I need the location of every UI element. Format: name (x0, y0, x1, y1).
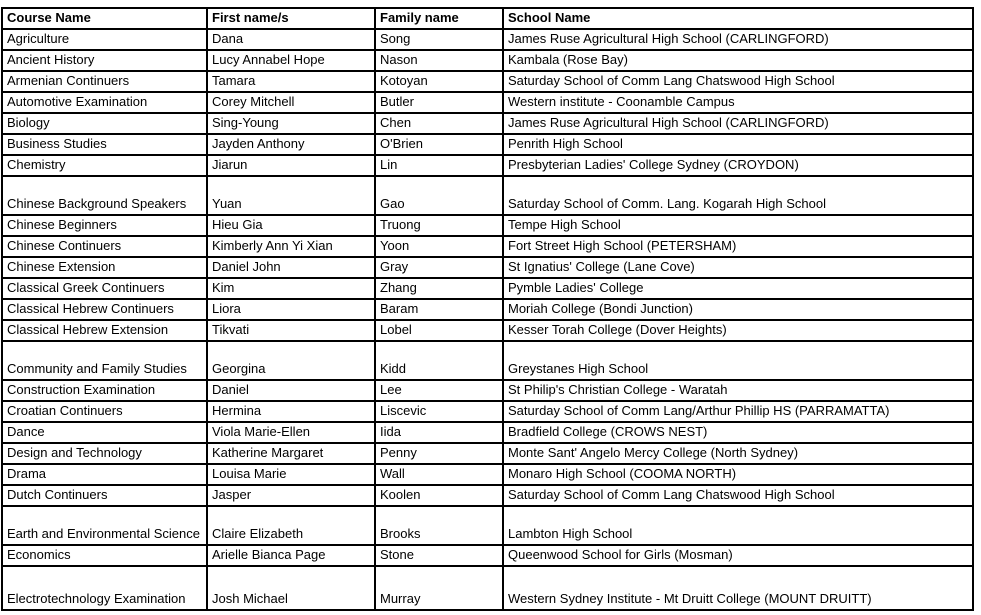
family-name-cell: Baram (375, 299, 503, 320)
family-name-cell: Zhang (375, 278, 503, 299)
course-name-cell: Drama (2, 464, 207, 485)
header-row (2, 8, 973, 29)
table-row (2, 155, 973, 176)
course-name-cell: Chinese Background Speakers (2, 176, 207, 215)
course-name-cell: Economics (2, 545, 207, 566)
school-name-cell: Monte Sant' Angelo Mercy College (North Sydney) (503, 443, 973, 464)
course-name-cell: Chemistry (2, 155, 207, 176)
table-row (2, 299, 973, 320)
first-name-cell: Yuan (207, 176, 375, 215)
course-name-cell: Chinese Continuers (2, 236, 207, 257)
school-name-cell: Queenwood School for Girls (Mosman) (503, 545, 973, 566)
course-name-cell: Electrotechnology Examination (2, 566, 207, 610)
course-name-cell: Classical Hebrew Continuers (2, 299, 207, 320)
first-name-cell: Louisa Marie (207, 464, 375, 485)
course-name-cell: Classical Hebrew Extension (2, 320, 207, 341)
school-name-cell: Fort Street High School (PETERSHAM) (503, 236, 973, 257)
first-name-cell: Tikvati (207, 320, 375, 341)
school-name-cell: Saturday School of Comm. Lang. Kogarah High School (503, 176, 973, 215)
table-body (2, 29, 973, 610)
school-name-cell: James Ruse Agricultural High School (CARLINGFORD) (503, 29, 973, 50)
school-name-cell: Kambala (Rose Bay) (503, 50, 973, 71)
course-name-cell: Community and Family Studies (2, 341, 207, 380)
school-name-cell: Tempe High School (503, 215, 973, 236)
first-name-cell: Lucy Annabel Hope (207, 50, 375, 71)
course-name-cell: Biology (2, 113, 207, 134)
course-name-cell: Design and Technology (2, 443, 207, 464)
school-name-cell: Bradfield College (CROWS NEST) (503, 422, 973, 443)
first-name-cell: Jiarun (207, 155, 375, 176)
first-name-cell: Corey Mitchell (207, 92, 375, 113)
family-name-cell: Koolen (375, 485, 503, 506)
course-name-cell: Dance (2, 422, 207, 443)
school-name-cell: St Ignatius' College (Lane Cove) (503, 257, 973, 278)
table-row (2, 29, 973, 50)
first-name-cell: Georgina (207, 341, 375, 380)
table-row (2, 545, 973, 566)
family-name-cell: Brooks (375, 506, 503, 545)
table-row (2, 380, 973, 401)
family-name-cell: Murray (375, 566, 503, 610)
first-name-cell: Jasper (207, 485, 375, 506)
first-name-cell: Daniel John (207, 257, 375, 278)
family-name-cell: Chen (375, 113, 503, 134)
family-name-cell: Gray (375, 257, 503, 278)
table-row (2, 278, 973, 299)
table-row (2, 92, 973, 113)
school-name-cell: Western institute - Coonamble Campus (503, 92, 973, 113)
family-name-cell: Penny (375, 443, 503, 464)
table-row (2, 257, 973, 278)
family-name-cell: Liscevic (375, 401, 503, 422)
family-name-cell: Stone (375, 545, 503, 566)
family-name-cell: Wall (375, 464, 503, 485)
course-name-cell: Ancient History (2, 50, 207, 71)
first-name-cell: Katherine Margaret (207, 443, 375, 464)
family-name-cell: Lobel (375, 320, 503, 341)
school-name-cell: Saturday School of Comm Lang/Arthur Phillip HS (PARRAMATTA) (503, 401, 973, 422)
first-name-cell: Jayden Anthony (207, 134, 375, 155)
family-name-cell: Iida (375, 422, 503, 443)
course-name-cell: Automotive Examination (2, 92, 207, 113)
first-name-cell: Tamara (207, 71, 375, 92)
table-row (2, 320, 973, 341)
first-name-cell: Hermina (207, 401, 375, 422)
course-name-cell: Chinese Extension (2, 257, 207, 278)
table-row (2, 464, 973, 485)
family-name-cell: Song (375, 29, 503, 50)
first-name-cell: Hieu Gia (207, 215, 375, 236)
family-name-cell: Kidd (375, 341, 503, 380)
school-name-cell: Penrith High School (503, 134, 973, 155)
table-row (2, 506, 973, 545)
first-name-cell: Sing-Young (207, 113, 375, 134)
family-name-cell: Yoon (375, 236, 503, 257)
first-name-cell: Kimberly Ann Yi Xian (207, 236, 375, 257)
family-name-cell: Lee (375, 380, 503, 401)
first-name-cell: Viola Marie-Ellen (207, 422, 375, 443)
family-name-cell: Kotoyan (375, 71, 503, 92)
table-row (2, 134, 973, 155)
school-name-cell: Saturday School of Comm Lang Chatswood High School (503, 71, 973, 92)
course-roster-table (1, 7, 974, 611)
column-header-first-name: First name/s (207, 8, 375, 29)
table-header (2, 8, 973, 29)
school-name-cell: Pymble Ladies' College (503, 278, 973, 299)
course-name-cell: Earth and Environmental Science (2, 506, 207, 545)
course-name-cell: Armenian Continuers (2, 71, 207, 92)
column-header-course-name: Course Name (2, 8, 207, 29)
table-row (2, 215, 973, 236)
family-name-cell: O'Brien (375, 134, 503, 155)
course-name-cell: Dutch Continuers (2, 485, 207, 506)
table-row (2, 236, 973, 257)
table-row (2, 50, 973, 71)
table-row (2, 401, 973, 422)
course-name-cell: Croatian Continuers (2, 401, 207, 422)
course-name-cell: Business Studies (2, 134, 207, 155)
school-name-cell: Presbyterian Ladies' College Sydney (CROYDON) (503, 155, 973, 176)
first-name-cell: Dana (207, 29, 375, 50)
first-name-cell: Kim (207, 278, 375, 299)
column-header-school-name: School Name (503, 8, 973, 29)
first-name-cell: Daniel (207, 380, 375, 401)
school-name-cell: St Philip's Christian College - Waratah (503, 380, 973, 401)
course-name-cell: Chinese Beginners (2, 215, 207, 236)
family-name-cell: Butler (375, 92, 503, 113)
table-row (2, 113, 973, 134)
first-name-cell: Arielle Bianca Page (207, 545, 375, 566)
school-name-cell: Moriah College (Bondi Junction) (503, 299, 973, 320)
school-name-cell: Saturday School of Comm Lang Chatswood High School (503, 485, 973, 506)
table-row (2, 341, 973, 380)
course-name-cell: Agriculture (2, 29, 207, 50)
school-name-cell: Lambton High School (503, 506, 973, 545)
family-name-cell: Truong (375, 215, 503, 236)
school-name-cell: James Ruse Agricultural High School (CARLINGFORD) (503, 113, 973, 134)
table-row (2, 443, 973, 464)
school-name-cell: Western Sydney Institute - Mt Druitt College (MOUNT DRUITT) (503, 566, 973, 610)
table-row (2, 176, 973, 215)
family-name-cell: Nason (375, 50, 503, 71)
course-name-cell: Construction Examination (2, 380, 207, 401)
school-name-cell: Kesser Torah College (Dover Heights) (503, 320, 973, 341)
school-name-cell: Monaro High School (COOMA NORTH) (503, 464, 973, 485)
first-name-cell: Claire Elizabeth (207, 506, 375, 545)
table-row (2, 566, 973, 610)
first-name-cell: Josh Michael (207, 566, 375, 610)
family-name-cell: Lin (375, 155, 503, 176)
column-header-family-name: Family name (375, 8, 503, 29)
table-row (2, 485, 973, 506)
table-row (2, 422, 973, 443)
school-name-cell: Greystanes High School (503, 341, 973, 380)
first-name-cell: Liora (207, 299, 375, 320)
table-row (2, 71, 973, 92)
family-name-cell: Gao (375, 176, 503, 215)
course-name-cell: Classical Greek Continuers (2, 278, 207, 299)
